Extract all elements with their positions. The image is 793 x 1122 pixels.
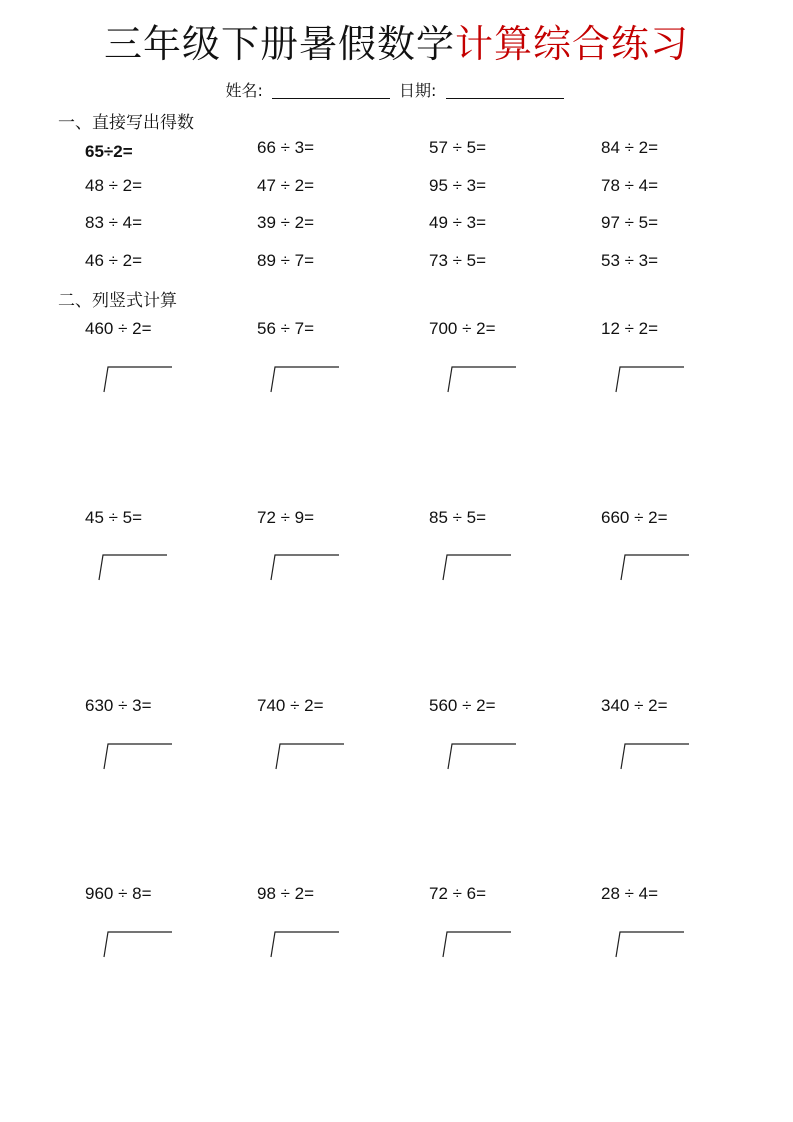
worksheet-title bbox=[0, 20, 793, 68]
division-bracket-icon bbox=[269, 553, 339, 581]
division-bracket-icon bbox=[446, 365, 516, 393]
problem-item: 57 ÷ 5= bbox=[429, 138, 487, 157]
problem-item: 72 ÷ 6= bbox=[429, 884, 487, 903]
title-part-black: 三年级下册暑假数学 bbox=[103, 22, 455, 66]
problem-item: 66 ÷ 3= bbox=[257, 138, 315, 157]
problem-item: 740 ÷ 2= bbox=[257, 696, 324, 715]
name-label: 姓名: bbox=[225, 81, 263, 100]
division-bracket-icon bbox=[441, 553, 511, 581]
problem-item: 98 ÷ 2= bbox=[257, 884, 315, 903]
title-part-red: 计算综合练习 bbox=[455, 22, 690, 66]
problem-item: 340 ÷ 2= bbox=[601, 696, 668, 715]
problem-item: 84 ÷ 2= bbox=[601, 138, 659, 157]
problem-item: 960 ÷ 8= bbox=[85, 884, 152, 903]
problem-item: 630 ÷ 3= bbox=[85, 696, 152, 715]
name-date-line bbox=[0, 80, 793, 102]
division-bracket-icon bbox=[102, 365, 172, 393]
problem-item: 73 ÷ 5= bbox=[429, 251, 487, 270]
problem-item: 460 ÷ 2= bbox=[85, 319, 152, 338]
problem-item: 560 ÷ 2= bbox=[429, 696, 496, 715]
problem-item: 47 ÷ 2= bbox=[257, 176, 315, 195]
problem-item: 39 ÷ 2= bbox=[257, 213, 315, 232]
problem-item: 78 ÷ 4= bbox=[601, 176, 659, 195]
division-bracket-icon bbox=[441, 930, 511, 958]
section-heading-direct: 一、直接写出得数 bbox=[58, 113, 194, 133]
division-bracket-icon bbox=[619, 742, 689, 770]
problem-item: 65÷2= bbox=[85, 142, 133, 161]
problem-item: 660 ÷ 2= bbox=[601, 508, 668, 527]
problem-item: 95 ÷ 3= bbox=[429, 176, 487, 195]
division-bracket-icon bbox=[102, 742, 172, 770]
problem-item: 89 ÷ 7= bbox=[257, 251, 315, 270]
division-bracket-icon bbox=[614, 365, 684, 393]
date-label: 日期: bbox=[399, 81, 437, 100]
date-blank[interactable] bbox=[446, 82, 564, 99]
problem-item: 700 ÷ 2= bbox=[429, 319, 496, 338]
problem-item: 97 ÷ 5= bbox=[601, 213, 659, 232]
division-bracket-icon bbox=[614, 930, 684, 958]
division-bracket-icon bbox=[269, 930, 339, 958]
division-bracket-icon bbox=[97, 553, 167, 581]
problem-item: 45 ÷ 5= bbox=[85, 508, 143, 527]
division-bracket-icon bbox=[619, 553, 689, 581]
section-heading-vertical: 二、列竖式计算 bbox=[58, 291, 177, 311]
division-bracket-icon bbox=[269, 365, 339, 393]
problem-item: 53 ÷ 3= bbox=[601, 251, 659, 270]
problem-item: 28 ÷ 4= bbox=[601, 884, 659, 903]
problem-item: 85 ÷ 5= bbox=[429, 508, 487, 527]
problem-item: 83 ÷ 4= bbox=[85, 213, 143, 232]
problem-item: 46 ÷ 2= bbox=[85, 251, 143, 270]
problem-item: 12 ÷ 2= bbox=[601, 319, 659, 338]
problem-item: 49 ÷ 3= bbox=[429, 213, 487, 232]
division-bracket-icon bbox=[274, 742, 344, 770]
division-bracket-icon bbox=[102, 930, 172, 958]
division-bracket-icon bbox=[446, 742, 516, 770]
problem-item: 72 ÷ 9= bbox=[257, 508, 315, 527]
problem-item: 48 ÷ 2= bbox=[85, 176, 143, 195]
problem-item: 56 ÷ 7= bbox=[257, 319, 315, 338]
name-blank[interactable] bbox=[272, 82, 390, 99]
